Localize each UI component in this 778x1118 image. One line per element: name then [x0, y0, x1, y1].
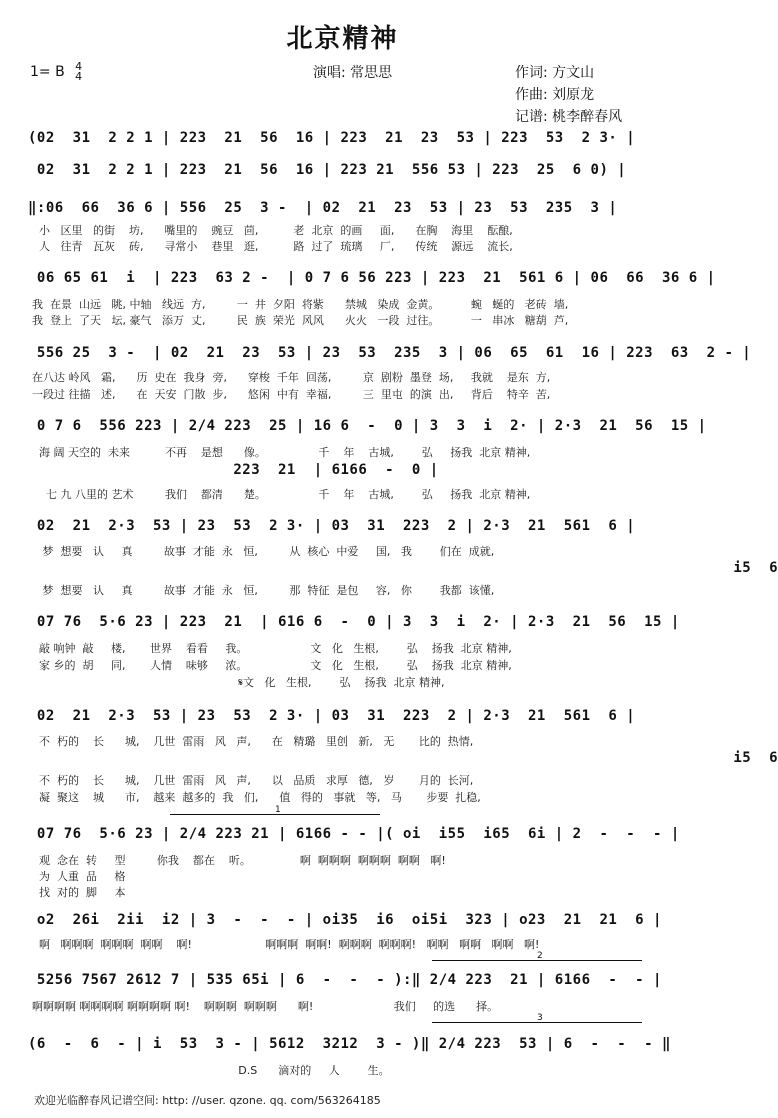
notation-row-6-alt: 223 21 | 6166 - 0 | — [28, 462, 439, 478]
key-signature — [30, 62, 82, 82]
notation-row-4: 06 65 61 i | 223 63 2 - | 0 7 6 56 223 | 223 21 561 6 | 06 66 36 6 | — [28, 270, 716, 286]
notation-row-9: 02 21 2·3 53 | 23 53 2 3· | 03 31 223 2 | 2·3 21 561 6 | — [28, 708, 636, 724]
lyric-row-7b: 梦 想要 认 真 故事 才能 永 恒, 那 特征 是包 容, 你 我都 该懂, — [32, 584, 495, 597]
lyric-row-3b: 人 往青 瓦灰 砖, 寻常小 巷里 逛, 路 过了 琉璃 厂, 传统 源远 流长, — [32, 240, 513, 253]
footer-credit: 欢迎光临醉春风记谱空间: http: //user. qzone. qq. com/563264185 — [34, 1094, 381, 1107]
volta-3: 3 — [432, 1022, 642, 1029]
time-bottom: 4 — [75, 70, 83, 83]
lyric-row-10c: 找 对的 脚 本 — [32, 886, 126, 899]
notation-row-3: ‖:06 66 36 6 | 556 25 3 - | 02 21 23 53 | 23 53 235 3 | — [28, 200, 618, 216]
lyric-row-5a: 在八达 岭风 霜, 历 史在 我身 旁, 穿梭 千年 回荡, 京 剧粉 墨登 场, 我就 是东 方, — [32, 371, 551, 384]
lyric-row-10b: 为 人重 品 格 — [32, 870, 126, 883]
volta-1: 1 — [170, 814, 380, 821]
lyric-row-6a: 海 阔 天空的 未来 不再 是想 像。 千 年 古城, 弘 扬我 北京 精神, — [32, 446, 531, 459]
lyric-row-9c: 凝 聚这 城 市, 越来 越多的 我 们, 值 得的 事就 等, 马 步要 扎稳, — [32, 791, 481, 804]
song-title: 北京精神 — [286, 24, 399, 54]
notation-row-13: (6 - 6 - | i 53 3 - | 5612 3212 3 - )‖ 2/4 223 53 | 6 - - - ‖ — [28, 1036, 671, 1052]
lyric-row-12: 啊啊啊啊 啊啊啊啊 啊啊啊啊 啊! 啊啊啊 啊啊啊 啊! 我们 的选 择。 — [32, 1000, 499, 1013]
notation-row-7-alt: i5 6 — [28, 560, 778, 576]
lyric-row-5b: 一段过 往描 述, 在 天安 门散 步, 悠闲 中有 幸福, 三 里屯 的演 出, 背后 特辛 苦, — [32, 388, 551, 401]
notation-row-10: 07 76 5·6 23 | 2/4 223 21 | 6166 - - |( oi i55 i65 6i | 2 - - - | — [28, 826, 680, 842]
lyric-row-10a: 观 念在 转 型 你我 都在 听。 啊 啊啊啊 啊啊啊 啊啊 啊! — [32, 854, 446, 867]
lyricist-credit: 作词: 方文山 — [515, 65, 595, 81]
lyric-row-11: 啊 啊啊啊 啊啊啊 啊啊 啊! 啊啊啊 啊啊! 啊啊啊 啊啊啊! 啊啊 啊啊 啊啊 啊! — [32, 938, 540, 951]
time-top: 4 — [75, 60, 83, 73]
lyric-row-13: D.S 滴对的 人 生。 — [32, 1064, 390, 1077]
key-label: 1= B — [30, 64, 65, 80]
transcriber-credit: 记谱: 桃李醉春风 — [515, 109, 623, 125]
notation-row-1: (02 31 2 2 1 | 223 21 56 16 | 223 21 23 53 | 223 53 2 3· | — [28, 130, 636, 146]
lyric-row-8c: 𝄋文 化 生根, 弘 扬我 北京 精神, — [32, 676, 445, 689]
notation-row-8: 07 76 5·6 23 | 223 21 | 616 6 - 0 | 3 3 i 2· | 2·3 21 56 15 | — [28, 614, 680, 630]
lyric-row-4a: 我 在景 山远 眺, 中轴 线远 方, 一 井 夕阳 将紫 禁城 染成 金黄。 蜿 蜒的 老砖 墙, — [32, 298, 569, 311]
lyric-row-8a: 敲 响钟 敲 楼, 世界 看看 我。 文 化 生根, 弘 扬我 北京 精神, — [32, 642, 512, 655]
time-signature — [75, 62, 82, 82]
volta-2: 2 — [432, 960, 642, 967]
lyric-row-7a: 梦 想要 认 真 故事 才能 永 恒, 从 核心 中爱 国, 我 们在 成就, — [32, 545, 495, 558]
notation-row-7: 02 21 2·3 53 | 23 53 2 3· | 03 31 223 2 | 2·3 21 561 6 | — [28, 518, 636, 534]
singer-credit: 演唱: 常思思 — [313, 65, 393, 81]
composer-credit: 作曲: 刘原龙 — [515, 87, 595, 103]
lyric-row-9a: 不 朽的 长 城, 几世 雷雨 风 声, 在 精璐 里创 新, 无 比的 热情, — [32, 735, 474, 748]
lyric-row-6b: 七 九 八里的 艺术 我们 都清 楚。 千 年 古城, 弘 扬我 北京 精神, — [32, 488, 531, 501]
lyric-row-9b: 不 朽的 长 城, 几世 雷雨 风 声, 以 品质 求厚 德, 岁 月的 长河, — [32, 774, 474, 787]
notation-row-5: 556 25 3 - | 02 21 23 53 | 23 53 235 3 | 06 65 61 16 | 223 63 2 - | — [28, 345, 752, 361]
notation-row-2: 02 31 2 2 1 | 223 21 56 16 | 223 21 556 53 | 223 25 6 0) | — [28, 162, 627, 178]
lyric-row-8b: 家 乡的 胡 同, 人情 味够 浓。 文 化 生根, 弘 扬我 北京 精神, — [32, 659, 512, 672]
notation-row-9-alt: i5 6 — [28, 750, 778, 766]
notation-row-11: o2 26i 2ii i2 | 3 - - - | oi35 i6 oi5i 323 | o23 21 21 6 | — [28, 912, 662, 928]
lyric-row-4b: 我 登上 了天 坛, 豪气 添万 丈, 民 族 荣光 风风 火火 一段 过往。 一 串冰 糖葫 芦, — [32, 314, 569, 327]
notation-row-12: 5256 7567 2612 7 | 535 65i | 6 - - - ):‖ 2/4 223 21 | 6166 - - | — [28, 972, 662, 988]
notation-row-6: 0 7 6 556 223 | 2/4 223 25 | 16 6 - 0 | 3 3 i 2· | 2·3 21 56 15 | — [28, 418, 707, 434]
lyric-row-3a: 小 区里 的街 坊, 嘴里的 豌豆 茴, 老 北京 的画 面, 在胸 海里 酝酿, — [32, 224, 513, 237]
